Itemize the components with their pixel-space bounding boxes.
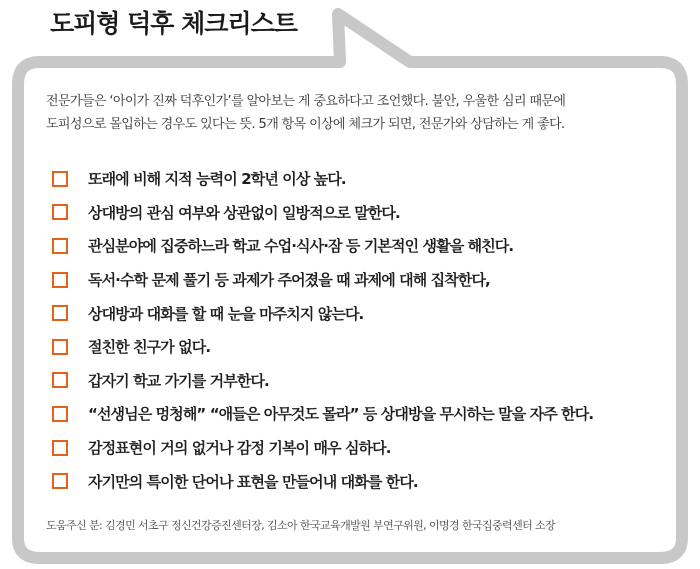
checklist-item-label: 감정표현이 거의 없거나 감정 기복이 매우 심하다. [88, 439, 391, 458]
checklist-item [52, 464, 593, 498]
checklist-item [52, 229, 593, 263]
checklist-item-label: 또래에 비해 지적 능력이 2학년 이상 높다. [88, 170, 346, 189]
checklist-item-label: 관심분야에 집중하느라 학교 수업·식사·잠 등 기본적인 생활을 해친다. [88, 237, 514, 256]
checkbox[interactable] [52, 272, 68, 288]
checklist-item [52, 296, 593, 330]
checkbox[interactable] [52, 305, 68, 321]
checklist-item-label: 갑자기 학교 가기를 거부한다. [88, 371, 269, 390]
checklist-item [52, 431, 593, 465]
checklist-item-label: 상대방과 대화를 할 때 눈을 마주치지 않는다. [88, 304, 364, 323]
checklist-item-label: “선생님은 멍청해” “애들은 아무것도 몰라” 등 상대방을 무시하는 말을 자주 한다. [88, 405, 594, 424]
checkbox[interactable] [52, 372, 68, 388]
intro-line: 전문가들은 ‘아이가 진짜 덕후인가’를 알아보는 게 중요하다고 조언했다. 불안, 우울한 심리 때문에 [46, 94, 566, 109]
checklist-item [52, 162, 593, 196]
checklist-item [52, 364, 593, 398]
checklist-item-label: 절친한 친구가 없다. [88, 338, 211, 357]
checklist-item [52, 196, 593, 230]
page-title: 도피형 덕후 체크리스트 [50, 9, 297, 38]
source-credit: 도움주신 분: 김경민 서초구 정신건강증진센터장, 김소아 한국교육개발원 부연구위원, 이명경 한국집중력센터 소장 [46, 519, 556, 532]
intro-line: 도피성으로 몰입하는 경우도 있다는 뜻. 5개 항목 이상에 체크가 되면, 전문가와 상담하는 게 좋다. [46, 117, 565, 132]
checklist-item [52, 330, 593, 364]
intro-text [46, 90, 662, 136]
checklist-item [52, 397, 593, 431]
checkbox[interactable] [52, 171, 68, 187]
checklist-item-label: 상대방의 관심 여부와 상관없이 일방적으로 말한다. [88, 203, 400, 222]
checkbox[interactable] [52, 440, 68, 456]
checklist-item [52, 263, 593, 297]
checklist-item-label: 자기만의 특이한 단어나 표현을 만들어내 대화를 한다. [88, 472, 418, 491]
checkbox[interactable] [52, 339, 68, 355]
checklist [52, 162, 593, 498]
checkbox[interactable] [52, 473, 68, 489]
checkbox[interactable] [52, 238, 68, 254]
checkbox[interactable] [52, 406, 68, 422]
checkbox[interactable] [52, 204, 68, 220]
checklist-item-label: 독서·수학 문제 풀기 등 과제가 주어졌을 때 과제에 대해 집착한다, [88, 271, 490, 290]
